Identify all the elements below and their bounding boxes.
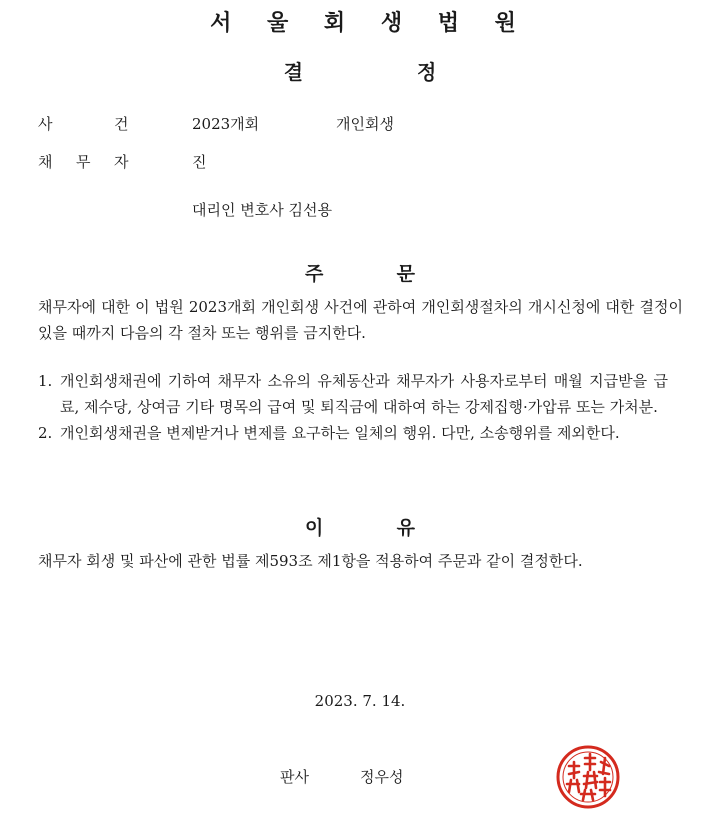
reason-heading-right: 유 bbox=[396, 517, 415, 539]
judge-seal-icon bbox=[555, 744, 621, 810]
case-number: 2023개회 bbox=[192, 115, 260, 133]
case-kind: 개인회생 bbox=[336, 115, 394, 133]
document-type-right: 정 bbox=[416, 60, 437, 84]
order-heading bbox=[0, 259, 720, 286]
reason-heading-left: 이 bbox=[305, 517, 324, 539]
debtor-label: 채 무 자 bbox=[38, 153, 129, 171]
judge-title: 판사 bbox=[280, 768, 309, 786]
reason-heading bbox=[0, 513, 720, 540]
order-heading-left: 주 bbox=[305, 263, 324, 285]
order-heading-right: 문 bbox=[396, 263, 415, 285]
order-list bbox=[38, 368, 668, 446]
debtor-name: 진 bbox=[192, 153, 207, 171]
order-item-number: 1. bbox=[38, 372, 53, 390]
case-label: 사 건 bbox=[38, 115, 129, 133]
agent: 대리인 변호사 김선용 bbox=[192, 201, 332, 219]
reason-paragraph: 채무자 회생 및 파산에 관한 법률 제593조 제1항을 적용하여 주문과 같이 결정한다. bbox=[38, 552, 583, 570]
document-type bbox=[0, 56, 720, 85]
document-type-left: 결 bbox=[283, 60, 304, 84]
order-item bbox=[38, 368, 668, 420]
order-item bbox=[38, 420, 668, 446]
court-name: 서 울 회 생 법 원 bbox=[210, 11, 530, 36]
order-item-text: 개인회생채권에 기하여 채무자 소유의 유체동산과 채무자가 사용자로부터 매월 지급받을 급료, 제수당, 상여금 기타 명목의 급여 및 퇴직금에 대하여 하는 강제집행·가압류 또는 가처분. bbox=[60, 372, 668, 416]
judge-name: 정우성 bbox=[360, 768, 404, 786]
order-paragraph: 채무자에 대한 이 법원 2023개회 개인회생 사건에 관하여 개인회생절차의 개시신청에 대한 결정이 있을 때까지 다음의 각 절차 또는 행위를 금지한다. bbox=[38, 298, 683, 342]
decision-date: 2023. 7. 14. bbox=[314, 692, 406, 710]
order-item-text: 개인회생채권을 변제받거나 변제를 요구하는 일체의 행위. 다만, 소송행위를 제외한다. bbox=[60, 424, 620, 442]
order-item-number: 2. bbox=[38, 424, 53, 442]
